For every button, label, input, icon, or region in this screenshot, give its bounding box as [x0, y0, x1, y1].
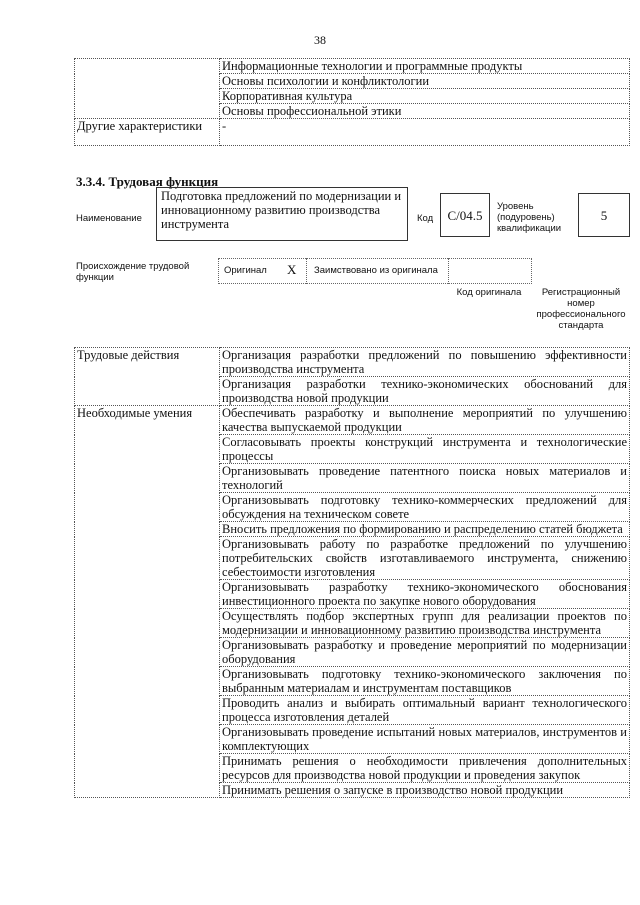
level-value-box: 5 — [578, 193, 630, 237]
table-cell: Основы психологии и конфликтологии — [220, 74, 630, 89]
table-cell: Организация разработки предложений по повышению эффективности производства инструмента — [220, 348, 630, 377]
table-cell: Информационные технологии и программные продукты — [220, 59, 630, 74]
table-cell: Вносить предложения по формированию и распределению статей бюджета — [220, 522, 630, 537]
table-cell: Организовывать работу по разработке предложений по улучшению потребительских свойств изготавливаемого инструмента, снижению себестоимости изготовления — [220, 537, 630, 580]
required-skills-label: Необходимые умения — [75, 406, 220, 798]
code-label: Код — [417, 213, 434, 224]
table-cell: Корпоративная культура — [220, 89, 630, 104]
table-row — [75, 59, 630, 74]
table-cell: Осуществлять подбор экспертных групп для реализации проектов по модернизации и инновационному развитию производства инструмента — [220, 609, 630, 638]
table-cell: Принимать решения о необходимости привлечения дополнительных ресурсов для производства новой продукции и проведения закупок — [220, 754, 630, 783]
other-characteristics-value: - — [220, 119, 630, 146]
name-label: Наименование — [76, 213, 142, 224]
origin-label: Происхождение трудовой функции — [76, 261, 190, 283]
code-original-caption: Код оригинала — [456, 287, 522, 298]
page-number: 38 — [314, 33, 326, 47]
table-cell: Согласовывать проекты конструкций инструмента и технологические процессы — [220, 435, 630, 464]
table-cell: Проводить анализ и выбирать оптимальный вариант технологического процесса изготовления деталей — [220, 696, 630, 725]
level-label: Уровень (подуровень) квалификации — [497, 201, 562, 234]
borrowed-label: Заимствовано из оригинала — [314, 265, 438, 276]
table-cell: Организовывать проведение испытаний новых материалов, инструментов и комплектующих — [220, 725, 630, 754]
function-name-box: Подготовка предложений по модернизации и инновационному развитию производства инструмента — [156, 187, 408, 241]
original-mark: X — [287, 262, 297, 277]
table-row — [75, 348, 630, 377]
table-cell: Организовывать подготовку технико-коммерческих предложений для обсуждения на техническом совете — [220, 493, 630, 522]
table-cell: Организовывать проведение патентного поиска новых материалов и технологий — [220, 464, 630, 493]
function-details-table — [74, 347, 630, 798]
table-cell: Организация разработки технико-экономических обоснований для производства новой продукции — [220, 377, 630, 406]
divider — [306, 258, 307, 284]
labor-actions-label: Трудовые действия — [75, 348, 220, 406]
table-cell: Обеспечивать разработку и выполнение мероприятий по улучшению качества выпускаемой продукции — [220, 406, 630, 435]
table-cell: Принимать решения о запуске в производство новой продукции — [220, 783, 630, 798]
divider — [448, 258, 449, 284]
table-cell: Организовывать подготовку технико-экономического заключения по выбранным материалам и инструментам поставщиков — [220, 667, 630, 696]
original-label: Оригинал — [224, 265, 267, 276]
section-heading: 3.3.4. Трудовая функция — [76, 174, 219, 189]
table-row — [75, 119, 630, 146]
table-row — [75, 406, 630, 435]
table-cell: Организовывать разработку и проведение мероприятий по модернизации оборудования — [220, 638, 630, 667]
table-cell: Основы профессиональной этики — [220, 104, 630, 119]
prev-knowledge-table — [74, 58, 630, 146]
reg-number-caption: Регистрационный номер профессионального стандарта — [536, 287, 626, 331]
code-value-box: C/04.5 — [440, 193, 490, 237]
empty-label-cell — [75, 59, 220, 119]
table-cell: Организовывать разработку технико-экономического обоснования инвестиционного проекта по закупке нового оборудования — [220, 580, 630, 609]
other-characteristics-label: Другие характеристики — [75, 119, 220, 146]
